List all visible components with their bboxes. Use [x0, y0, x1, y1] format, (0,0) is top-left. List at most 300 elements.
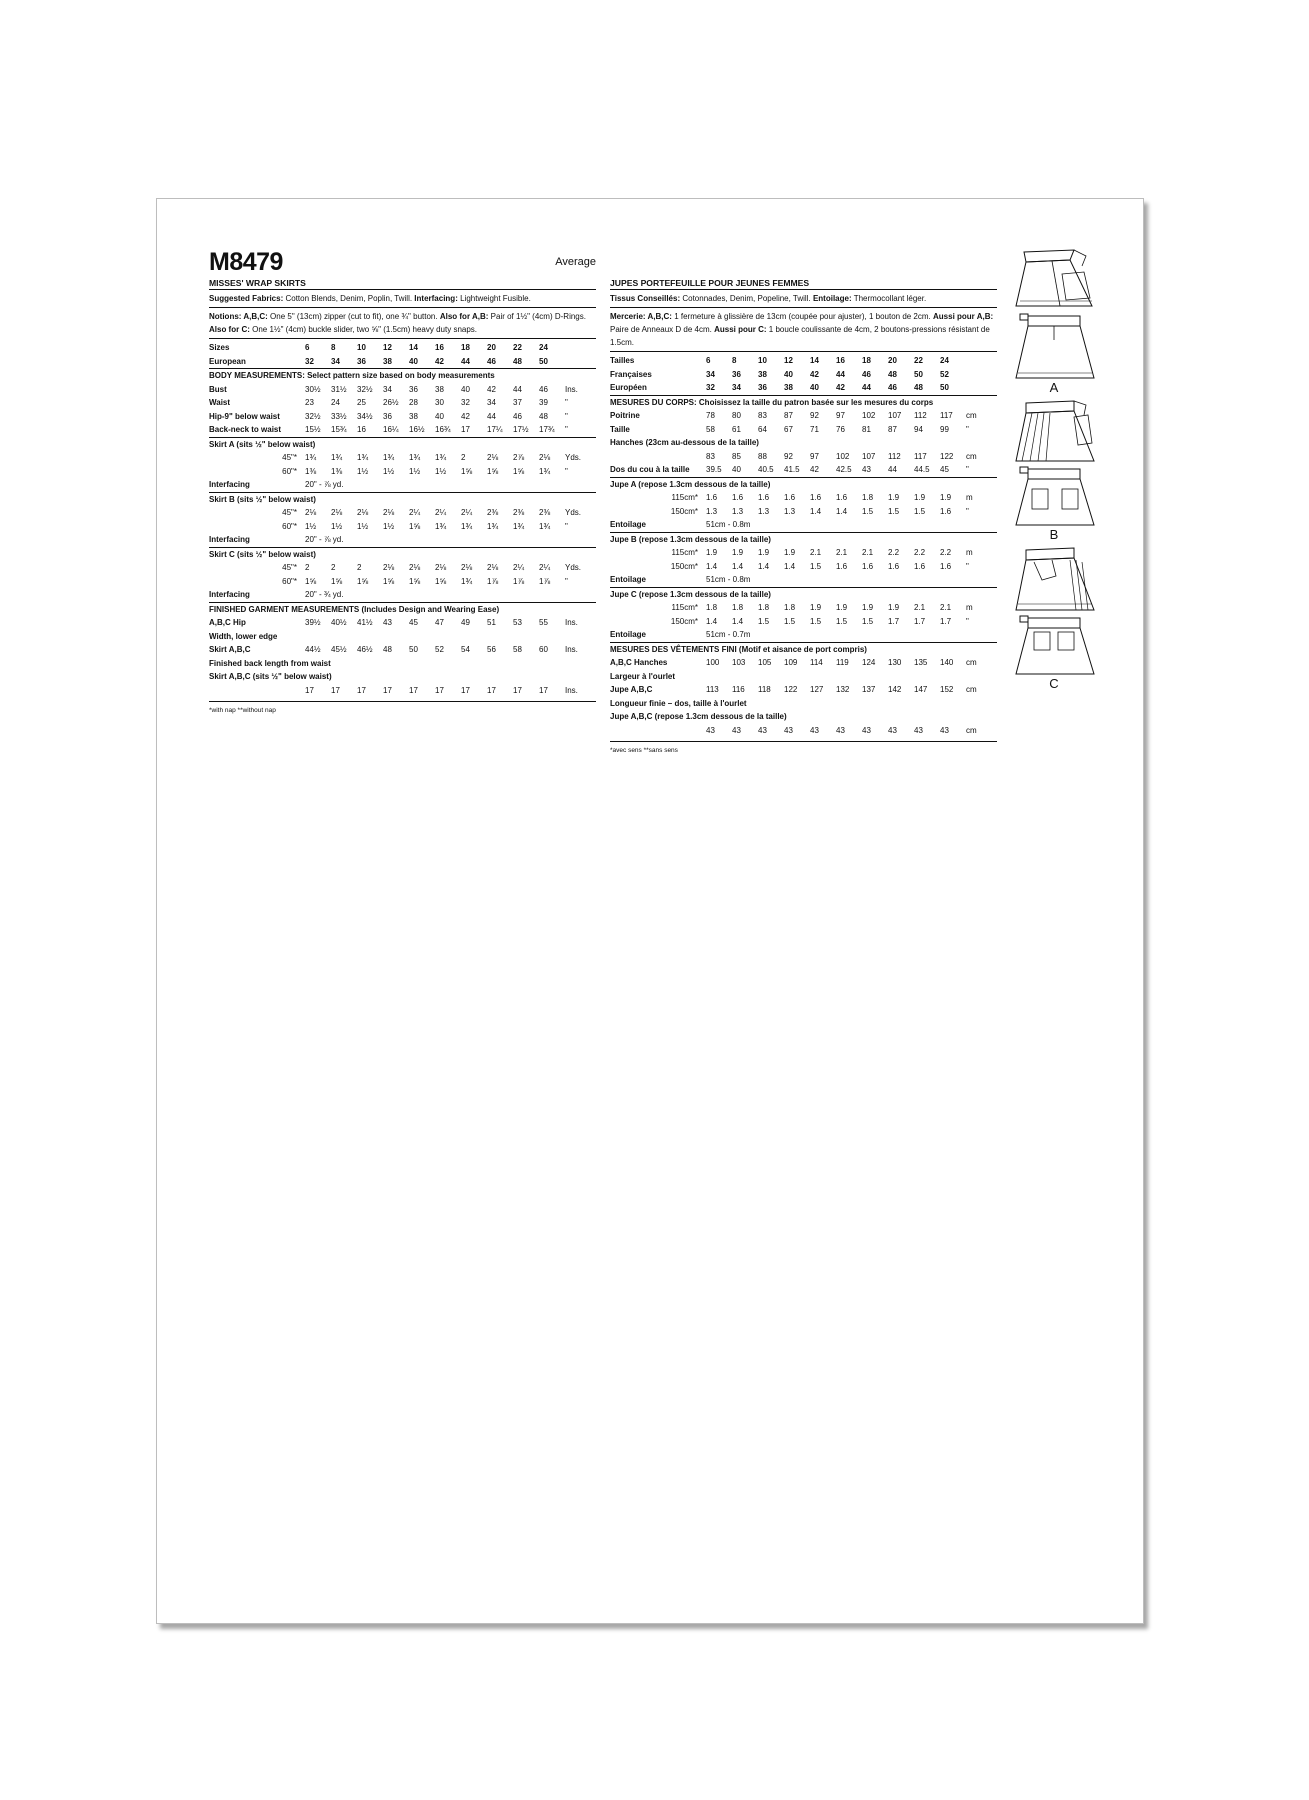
header: [209, 248, 596, 276]
table-cell: 97: [810, 451, 819, 461]
unit-cell: [966, 368, 997, 382]
section-heading: MESURES DES VÊTEMENTS FINI (Motif et aisance de port compris): [610, 644, 867, 654]
table-cell: 44: [513, 384, 522, 394]
unit-cell: cm: [966, 658, 977, 667]
table-cell: 2⅛: [487, 563, 499, 572]
table-cell: 1.6: [888, 561, 900, 571]
table-cell: 1⅝: [409, 576, 421, 586]
table-row: [610, 505, 997, 519]
unit-cell: ": [565, 411, 568, 421]
table-cell: 24: [331, 398, 340, 407]
table-cell: 17: [357, 685, 366, 695]
table-cell: 1⅜: [305, 466, 317, 476]
table-cell: 1.9: [940, 493, 952, 502]
table-cell: 1¾: [305, 453, 317, 462]
table-cell: 103: [732, 658, 746, 667]
table-cell: 1.3: [732, 506, 744, 516]
table-cell: 26½: [383, 398, 399, 407]
table-cell: 16½: [409, 425, 425, 434]
table-cell: 1½: [331, 521, 343, 531]
table-row: [209, 451, 596, 465]
table-cell: 2: [331, 563, 336, 572]
table-cell: 51: [487, 618, 496, 627]
table-cell: 2.1: [940, 603, 952, 612]
unit-cell: ": [565, 398, 568, 407]
table-cell: 43: [732, 725, 741, 735]
table-cell: 78: [706, 411, 715, 420]
table-cell: 43: [836, 725, 845, 735]
french-notions: Mercerie: A,B,C: 1 fermeture à glissière de 13cm (coupée pour ajuster), 1 bouton de 2cm. Aussi pour A,B: Paire de Anneaux D de 4cm. Aussi pour C: 1 boucle coulissante de 4cm, 2 boutons-pressions résistant de 1.5cm.: [610, 312, 994, 347]
table-cell: 42: [487, 384, 496, 394]
table-row: [610, 560, 997, 574]
table-cell: 1⅝: [513, 466, 525, 476]
table-cell: 17: [461, 685, 470, 695]
table-cell: 43: [888, 725, 897, 735]
table-cell: 117: [940, 411, 953, 420]
table-cell: 1.3: [706, 506, 718, 516]
table-row: [610, 368, 997, 382]
table-cell: 1¾: [513, 521, 525, 531]
unit-cell: ": [966, 616, 969, 626]
table-cell: 17: [539, 685, 548, 695]
table-cell: 50: [409, 645, 418, 654]
table-cell: 100: [706, 658, 720, 667]
table-cell: 1.5: [810, 616, 822, 626]
table-cell: 25: [357, 398, 366, 407]
table-cell: 64: [758, 424, 767, 434]
row-label: A,B,C Hanches: [610, 658, 668, 667]
section-heading: BODY MEASUREMENTS: Select pattern size based on body measurements: [209, 371, 495, 380]
table-cell: 99: [940, 424, 949, 434]
table-row: [209, 575, 596, 589]
table-cell: 1.5: [836, 616, 848, 626]
table-cell: 2.1: [914, 603, 926, 612]
table-cell: 46: [862, 369, 871, 379]
table-cell: 1.8: [862, 493, 874, 502]
table-cell: 40: [810, 383, 819, 392]
table-cell: 142: [888, 685, 902, 694]
table-cell: 1.6: [810, 493, 822, 502]
row-label: Interfacing: [209, 590, 250, 599]
table-cell: 16¾: [435, 425, 451, 434]
table-cell: 39.5: [706, 465, 722, 474]
row-label: 115cm*: [671, 603, 698, 612]
table-cell: 20: [487, 343, 496, 352]
unit-cell: cm: [966, 411, 977, 420]
table-cell: 1¾: [539, 521, 551, 531]
table-cell: 45: [409, 618, 418, 627]
table-cell: 124: [862, 658, 876, 667]
row-label: Largeur à l'ourlet: [610, 671, 676, 681]
table-cell: 1.7: [888, 616, 900, 626]
table-cell: 40: [409, 356, 418, 366]
table-cell: 1.9: [836, 603, 848, 612]
table-row: [610, 670, 997, 684]
table-cell: 58: [513, 645, 522, 654]
table-cell: 97: [836, 411, 845, 420]
table-cell: 52: [940, 369, 949, 379]
row-label: Entoilage: [610, 520, 647, 529]
row-label: 60"*: [282, 576, 297, 586]
row-label: Finished back length from waist: [209, 658, 331, 668]
table-cell: 1.4: [706, 561, 718, 571]
table-cell: 1⅝: [487, 466, 499, 476]
table-cell: 53: [513, 618, 522, 627]
table-cell: 1⅜: [331, 466, 343, 476]
row-label: A,B,C Hip: [209, 618, 246, 627]
table-cell: 2⅛: [487, 453, 499, 462]
table-cell: 32: [706, 383, 715, 392]
table-cell: 16¼: [383, 425, 399, 434]
table-cell: 36: [732, 369, 741, 379]
table-row: [209, 643, 596, 657]
table-cell: 31½: [331, 384, 347, 394]
table-cell: 43: [810, 725, 819, 735]
unit-cell: ": [565, 425, 568, 434]
skirt-c-back-icon: [1012, 614, 1096, 678]
table-cell: 1.6: [758, 493, 770, 502]
table-cell: 2¼: [409, 508, 421, 517]
table-cell: 46: [888, 383, 897, 392]
table-cell: 34½: [357, 411, 373, 421]
table-cell: 1½: [383, 466, 395, 476]
table-row: [209, 602, 596, 616]
table-cell: 30½: [305, 384, 321, 394]
english-column: [209, 278, 596, 714]
unit-cell: ": [966, 506, 969, 516]
table-cell: 1.5: [758, 616, 770, 626]
unit-cell: [565, 355, 596, 369]
table-cell: 42.5: [836, 465, 852, 474]
table-cell: 28: [409, 398, 418, 407]
table-cell: 1.4: [784, 561, 796, 571]
table-cell: 2.1: [836, 548, 848, 557]
table-cell: 36: [758, 383, 767, 392]
table-cell: 71: [810, 424, 819, 434]
table-cell: 43: [784, 725, 793, 735]
section-heading: Skirt B (sits ½" below waist): [209, 494, 316, 504]
table-cell: 1½: [357, 521, 369, 531]
unit-cell: Yds.: [565, 563, 582, 572]
table-cell: 1.6: [940, 506, 952, 516]
table-cell: 54: [461, 645, 470, 654]
table-cell: 43: [758, 725, 767, 735]
row-label: Sizes: [209, 343, 230, 352]
table-cell: 38: [383, 356, 392, 366]
table-cell: 55: [539, 618, 548, 627]
table-cell: 17½: [513, 425, 529, 434]
french-title: JUPES PORTEFEUILLE POUR JEUNES FEMMES: [610, 278, 997, 290]
table-cell: 36: [357, 356, 366, 366]
table-cell: 1¾: [461, 576, 473, 586]
table-row: [209, 684, 596, 698]
table-cell: 1.4: [836, 506, 848, 516]
table-row: [610, 436, 997, 450]
table-cell: 80: [732, 411, 741, 420]
table-cell: 2.2: [888, 548, 900, 557]
row-label: Dos du cou à la taille: [610, 465, 690, 474]
table-cell: 118: [758, 685, 771, 694]
unit-cell: ": [565, 521, 568, 531]
table-cell: 1.8: [784, 603, 796, 612]
row-label: Interfacing: [209, 535, 250, 544]
table-row: [209, 533, 596, 547]
table-cell: 2⅛: [383, 508, 395, 517]
table-cell: 44: [862, 383, 871, 392]
table-row: [610, 491, 997, 505]
row-label: 45"*: [282, 563, 297, 572]
table-cell: 109: [784, 658, 798, 667]
table-row: [610, 642, 997, 656]
table-row: [610, 463, 997, 477]
table-cell: 42: [810, 465, 819, 474]
english-notions: Notions: A,B,C: One 5" (13cm) zipper (cut to fit), one ¾" button. Also for A,B: Pair of 1½" (4cm) D-Rings. Also for C: One 1½" (4cm) buckle slider, two ⅝" (1.5cm) heavy duty snaps.: [209, 312, 586, 334]
section-heading: Jupe A (repose 1.3cm dessous de la taille): [610, 479, 771, 489]
table-cell: 1.9: [706, 548, 718, 557]
table-cell: 1.9: [862, 603, 874, 612]
table-cell: 2⅜: [487, 508, 499, 517]
row-label: European: [209, 356, 246, 366]
table-cell: 17¼: [487, 425, 503, 434]
table-cell: 1¾: [409, 453, 421, 462]
table-cell: 10: [758, 356, 767, 365]
table-cell: 1.7: [940, 616, 952, 626]
table-cell: 137: [862, 685, 876, 694]
table-cell: 2.1: [810, 548, 822, 557]
unit-cell: cm: [966, 725, 977, 735]
table-cell: 50: [539, 356, 548, 366]
table-cell: 58: [706, 424, 715, 434]
row-label: Entoilage: [610, 630, 647, 639]
row-label: Tailles: [610, 356, 635, 365]
row-label: Hip-9" below waist: [209, 411, 280, 421]
table-cell: 85: [732, 451, 741, 461]
table-cell: 30: [435, 398, 444, 407]
table-cell: 39: [539, 398, 548, 407]
unit-cell: ": [966, 465, 969, 474]
table-cell: 1.3: [784, 506, 796, 516]
unit-cell: Yds.: [565, 508, 582, 517]
table-cell: 1¾: [435, 521, 447, 531]
table-cell: 2⅛: [435, 563, 447, 572]
table-cell: 43: [914, 725, 923, 735]
table-cell: 94: [914, 424, 923, 434]
table-cell: 38: [784, 383, 793, 392]
table-cell: 34: [487, 398, 496, 407]
row-label: Entoilage: [610, 575, 647, 584]
table-cell: 17: [435, 685, 444, 695]
unit-cell: cm: [966, 685, 977, 694]
table-row: [209, 561, 596, 575]
table-cell: 41.5: [784, 465, 800, 474]
table-cell: 17: [513, 685, 522, 695]
row-label: Width, lower edge: [209, 631, 278, 641]
table-cell: 24: [940, 356, 949, 365]
table-cell: 1⅝: [383, 576, 395, 586]
table-cell: 16: [357, 425, 366, 434]
section-heading: Jupe C (repose 1.3cm dessous de la taille): [610, 589, 771, 599]
table-row: [610, 381, 997, 395]
table-cell: 36: [409, 384, 418, 394]
table-row: [610, 450, 997, 464]
row-label: Skirt A,B,C: [209, 645, 251, 654]
table-cell: 1⅝: [357, 576, 369, 586]
french-size-table: [610, 354, 997, 737]
table-row: [209, 588, 596, 602]
row-value: 20" - ⅞ yd.: [305, 480, 344, 489]
skirt-b-front-icon: [1012, 399, 1096, 465]
table-cell: 38: [409, 411, 418, 421]
table-cell: 6: [706, 356, 711, 365]
unit-cell: m: [966, 493, 973, 502]
table-cell: 1.9: [888, 493, 900, 502]
table-cell: 1.4: [706, 616, 718, 626]
table-row: [610, 697, 997, 711]
table-cell: 50: [940, 383, 949, 392]
table-cell: 83: [758, 411, 767, 420]
table-cell: 1½: [357, 466, 369, 476]
row-label: Françaises: [610, 369, 652, 379]
row-label: Poitrine: [610, 411, 640, 420]
table-cell: 147: [914, 685, 928, 694]
table-cell: 1⅞: [539, 576, 551, 586]
table-cell: 1.6: [862, 561, 874, 571]
table-cell: 92: [810, 411, 819, 420]
table-cell: 1.9: [914, 493, 926, 502]
table-cell: 39½: [305, 618, 321, 627]
table-cell: 18: [862, 356, 871, 365]
table-cell: 32½: [305, 411, 321, 421]
table-cell: 102: [862, 411, 876, 420]
section-heading: FINISHED GARMENT MEASUREMENTS (Includes Design and Wearing Ease): [209, 604, 500, 614]
table-cell: 46: [513, 411, 522, 421]
table-cell: 1½: [435, 466, 447, 476]
table-cell: 17: [305, 685, 314, 695]
row-label: [610, 450, 706, 464]
table-cell: 48: [383, 645, 392, 654]
table-cell: 2⅛: [461, 563, 473, 572]
unit-cell: Ins.: [565, 645, 578, 654]
table-cell: 56: [487, 645, 496, 654]
table-row: [209, 616, 596, 630]
unit-cell: ": [565, 466, 568, 476]
table-cell: 1¾: [383, 453, 395, 462]
table-row: [610, 477, 997, 491]
table-cell: 24: [539, 343, 548, 352]
table-cell: 48: [539, 411, 548, 421]
table-cell: 88: [758, 451, 767, 461]
table-cell: 8: [732, 356, 737, 365]
table-cell: 6: [305, 343, 310, 352]
table-row: [610, 587, 997, 601]
table-cell: 1⅝: [461, 466, 473, 476]
table-cell: 1.5: [862, 616, 874, 626]
table-cell: 23: [305, 398, 314, 407]
table-cell: 2⅛: [357, 508, 369, 517]
unit-cell: Yds.: [565, 453, 582, 462]
row-value: 20" - ¾ yd.: [305, 590, 344, 599]
table-cell: 37: [513, 398, 522, 407]
table-cell: 1⅝: [305, 576, 317, 586]
table-row: [209, 355, 596, 369]
row-label: 150cm*: [670, 616, 698, 626]
table-cell: 33½: [331, 411, 347, 421]
table-cell: 2: [357, 563, 362, 572]
table-cell: 2¼: [461, 508, 473, 517]
table-cell: 32: [461, 398, 470, 407]
table-cell: 87: [784, 411, 793, 420]
table-cell: 2⅛: [409, 563, 421, 572]
table-cell: 1.6: [914, 561, 926, 571]
table-cell: 16: [836, 356, 845, 365]
table-cell: 38: [758, 369, 767, 379]
section-heading: Skirt C (sits ½" below waist): [209, 549, 316, 559]
table-cell: 1½: [305, 521, 317, 531]
table-row: [209, 492, 596, 506]
row-label: [209, 684, 305, 698]
table-row: [209, 465, 596, 479]
table-cell: 67: [784, 424, 793, 434]
table-cell: 1.4: [810, 506, 822, 516]
table-cell: 107: [888, 411, 902, 420]
skirt-b-back-icon: [1012, 465, 1096, 529]
table-cell: 1.7: [914, 616, 926, 626]
row-label: Bust: [209, 384, 227, 394]
unit-cell: ": [565, 576, 568, 586]
table-row: [209, 437, 596, 451]
table-cell: 1⅝: [435, 576, 447, 586]
section-heading: Skirt A (sits ½" below waist): [209, 439, 316, 449]
table-cell: 48: [888, 369, 897, 379]
table-row: [610, 656, 997, 670]
table-cell: 1.5: [784, 616, 796, 626]
row-label: Européen: [610, 383, 647, 392]
table-cell: 1.6: [706, 493, 718, 502]
table-cell: 44: [461, 356, 470, 366]
french-fabrics: Tissus Conseillés: Cotonnades, Denim, Popeline, Twill. Entoilage: Thermocollant léger.: [610, 294, 927, 303]
table-cell: 92: [784, 451, 793, 461]
french-footnote: *avec sens **sans sens: [610, 747, 678, 754]
table-cell: 113: [706, 685, 719, 694]
table-cell: 1.9: [758, 548, 770, 557]
table-cell: 45: [940, 465, 949, 474]
table-cell: 1¾: [461, 521, 473, 531]
table-row: [610, 601, 997, 615]
table-cell: 1.9: [732, 548, 744, 557]
table-cell: 46: [539, 384, 548, 394]
table-cell: 112: [888, 451, 901, 461]
table-cell: 44½: [305, 645, 321, 654]
table-cell: 1.9: [784, 548, 796, 557]
table-row: [610, 710, 997, 724]
table-cell: 1.6: [940, 561, 952, 571]
table-cell: 1.6: [836, 493, 848, 502]
english-size-table: [209, 341, 596, 697]
table-cell: 42: [461, 411, 470, 421]
row-label: 115cm*: [671, 493, 698, 502]
table-cell: 32: [305, 356, 314, 366]
table-cell: 1.6: [784, 493, 796, 502]
table-cell: 8: [331, 343, 336, 352]
row-value: 20" - ⅞ yd.: [305, 535, 344, 544]
table-cell: 1¾: [487, 521, 499, 531]
table-cell: 130: [888, 658, 902, 667]
table-row: [209, 657, 596, 671]
table-cell: 44: [487, 411, 496, 421]
table-cell: 43: [706, 725, 715, 735]
unit-cell: [565, 341, 596, 355]
table-cell: 1¾: [331, 453, 343, 462]
